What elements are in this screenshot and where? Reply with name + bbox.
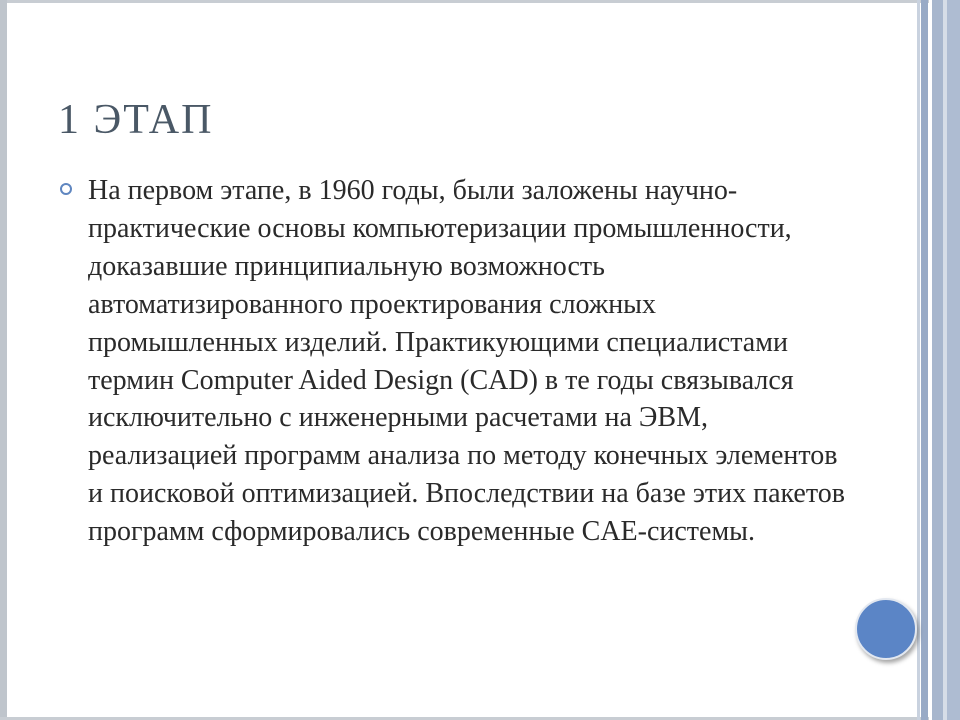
decor-stripe	[947, 0, 960, 720]
circle-decoration-icon	[855, 598, 917, 660]
frame-left-border	[0, 0, 7, 720]
bullet-icon	[60, 183, 72, 195]
decor-stripe	[921, 0, 928, 720]
decor-stripe	[917, 0, 920, 720]
slide-title: 1 ЭТАП	[58, 97, 214, 143]
slide-body-text: На первом этапе, в 1960 годы, были заложены научно-практические основы компьютеризации промышленности, доказавшие принципиальную возможность автоматизированного проектирования сложных промышленных изделий. Практикующими специалистами термин Computer Aided Design (CAD) в те годы связывался исключительно с инженерными расчетами на ЭВМ, реализацией программ анализа по методу конечных элементов и поисковой оптимизацией. Впоследствии на базе этих пакетов программ сформировались современные CAE-системы.	[88, 175, 845, 548]
decor-stripe	[932, 0, 943, 720]
frame-top-border	[0, 0, 960, 3]
